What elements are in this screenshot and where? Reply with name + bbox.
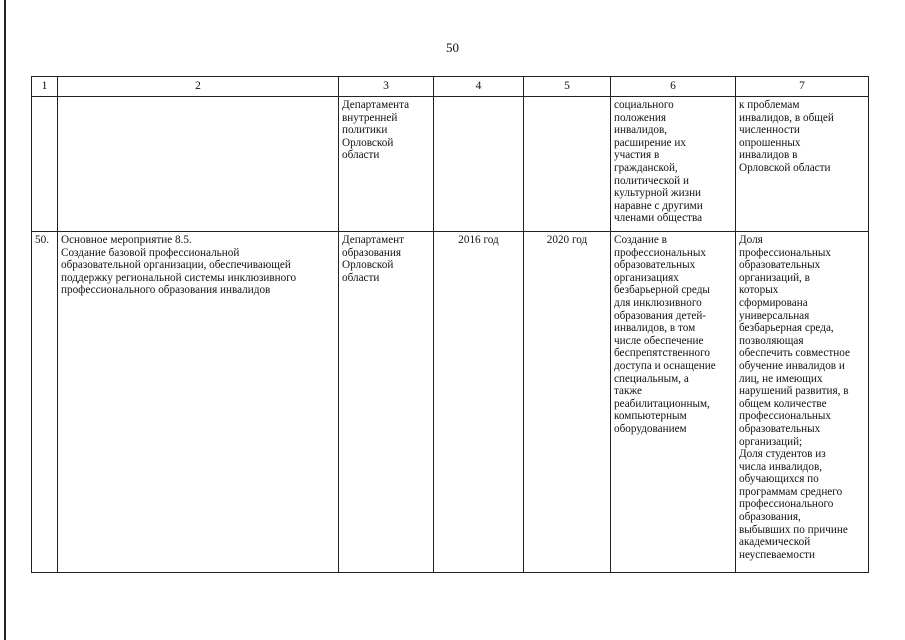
header-cell-5: 5 [524,77,611,97]
page-number: 50 [446,40,459,55]
row-number [32,97,58,232]
end-year [524,97,611,232]
indicator: к проблемам инвалидов, в общей численности опрошенных инвалидов в Орловской области [736,97,869,232]
end-year: 2020 год [524,232,611,573]
program-table [31,76,869,573]
header-row [32,77,869,97]
executor: Департамента внутренней политики Орловской области [339,97,434,232]
start-year: 2016 год [434,232,524,573]
start-year [434,97,524,232]
header-cell-7: 7 [736,77,869,97]
header-cell-4: 4 [434,77,524,97]
expected-result: социального положения инвалидов, расширение их участия в гражданской, политической и культурной жизни наравне с другими членами общества [611,97,736,232]
scan-edge-line [4,0,6,640]
activity-name [58,97,339,232]
table-row [32,97,869,232]
executor: Департамент образования Орловской области [339,232,434,573]
indicator: Доля профессиональных образовательных организаций, в которых сформирована универсальная безбарьерная среда, позволяющая обеспечить совместное обучение инвалидов и лиц, не имеющих нарушений развития, в общем количестве профессиональных образовательных организаций; Доля студентов из числа инвалидов, обучающихся по программам среднего профессионального образования, выбывших по причине академической неуспеваемости [736,232,869,573]
header-cell-3: 3 [339,77,434,97]
row-number: 50. [32,232,58,573]
header-cell-1: 1 [32,77,58,97]
header-cell-2: 2 [58,77,339,97]
table-row [32,232,869,573]
header-cell-6: 6 [611,77,736,97]
expected-result: Создание в профессиональных образовательных организациях безбарьерной среды для инклюзивного образования детей- инвалидов, в том числе обеспечение беспрепятственного доступа и оснащение специальным, а также реабилитационным, компьютерным оборудованием [611,232,736,573]
activity-name: Основное мероприятие 8.5. Создание базовой профессиональной образовательной организации, обеспечивающей поддержку региональной системы инклюзивного профессионального образования инвалидов [58,232,339,573]
